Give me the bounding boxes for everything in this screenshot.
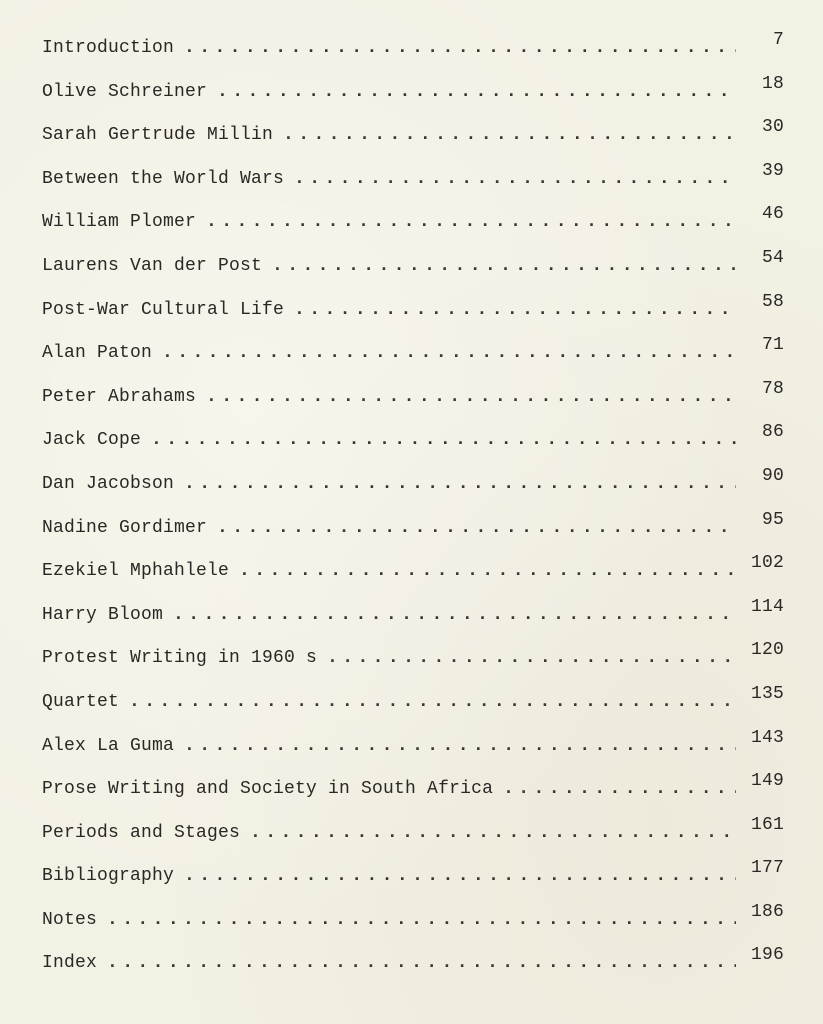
toc-entry xyxy=(42,160,784,213)
toc-entry-page: 30 xyxy=(761,117,784,138)
toc-entry xyxy=(42,422,784,474)
dot-leader xyxy=(162,343,736,363)
dot-leader xyxy=(294,169,736,189)
toc-entry-page: 54 xyxy=(761,247,784,268)
toc-entry-page: 39 xyxy=(761,160,784,181)
toc-entry-title: Post-War Cultural Life xyxy=(42,299,285,320)
toc-entry-title: Alan Paton xyxy=(42,343,153,364)
toc-entry xyxy=(42,247,784,300)
toc-entry-page: 18 xyxy=(761,73,784,94)
toc-entry-page: 186 xyxy=(750,901,784,922)
dot-leader xyxy=(184,38,736,58)
toc-entry xyxy=(42,509,784,562)
toc-entry-page: 149 xyxy=(750,771,784,792)
toc-entry-title: Quartet xyxy=(42,691,120,712)
toc-entry-page: 71 xyxy=(761,335,784,356)
dot-leader xyxy=(129,692,736,712)
toc-entry xyxy=(42,335,784,387)
toc-entry-page: 143 xyxy=(750,727,784,748)
toc-entry xyxy=(42,727,784,780)
toc-entry xyxy=(42,117,784,169)
table-of-contents xyxy=(42,30,784,997)
toc-entry-page: 58 xyxy=(761,291,784,312)
dot-leader xyxy=(184,866,736,886)
toc-entry-title: Alex La Guma xyxy=(42,735,175,756)
toc-entry-page: 120 xyxy=(750,640,784,661)
toc-entry-title: Periods and Stages xyxy=(42,822,241,843)
dot-leader xyxy=(217,82,736,102)
toc-entry xyxy=(42,291,784,344)
toc-entry xyxy=(42,553,784,605)
toc-entry xyxy=(42,378,784,431)
toc-entry-title: Introduction xyxy=(42,38,175,58)
toc-entry-title: Ezekiel Mphahlele xyxy=(42,561,230,582)
dot-leader xyxy=(206,387,736,407)
dot-leader xyxy=(327,648,736,668)
toc-entry xyxy=(42,814,784,867)
toc-entry xyxy=(42,204,784,256)
toc-entry-title: Sarah Gertrude Millin xyxy=(42,125,274,146)
toc-entry xyxy=(42,465,784,518)
toc-entry-page: 135 xyxy=(750,683,784,704)
dot-leader xyxy=(272,256,736,276)
toc-entry-page: 78 xyxy=(761,378,784,399)
toc-entry-title: Laurens Van der Post xyxy=(42,255,263,276)
toc-entry-page: 46 xyxy=(761,204,784,225)
toc-entry-title: Bibliography xyxy=(42,866,175,887)
toc-entry-page: 161 xyxy=(750,814,784,835)
toc-entry-title: Prose Writing and Society in South Africa xyxy=(42,779,494,800)
toc-entry xyxy=(42,73,784,126)
toc-entry-page: 95 xyxy=(761,509,784,530)
dot-leader xyxy=(173,605,736,625)
toc-entry-title: Olive Schreiner xyxy=(42,81,208,102)
toc-entry-page: 102 xyxy=(750,553,784,574)
toc-entry xyxy=(42,901,784,954)
dot-leader xyxy=(217,518,736,538)
toc-entry-page: 196 xyxy=(750,945,784,966)
toc-entry-title: Index xyxy=(42,953,98,974)
toc-entry-title: Harry Bloom xyxy=(42,604,164,625)
toc-entry-title: Between the World Wars xyxy=(42,168,285,189)
toc-entry-title: Notes xyxy=(42,909,98,930)
toc-entry-page: 90 xyxy=(761,465,784,486)
dot-leader xyxy=(184,474,736,494)
dot-leader xyxy=(294,300,736,320)
toc-entry xyxy=(42,771,784,823)
dot-leader xyxy=(184,736,736,756)
toc-entry xyxy=(42,30,784,82)
dot-leader xyxy=(107,953,736,973)
dot-leader xyxy=(206,212,736,232)
dot-leader xyxy=(503,779,736,799)
toc-entry-title: Protest Writing in 1960 s xyxy=(42,648,318,669)
toc-entry-page: 7 xyxy=(772,30,784,50)
toc-entry xyxy=(42,596,784,649)
toc-entry-page: 114 xyxy=(750,596,784,617)
toc-entry-title: Dan Jacobson xyxy=(42,473,175,494)
toc-entry-page: 177 xyxy=(750,858,784,879)
toc-entry-title: Peter Abrahams xyxy=(42,386,197,407)
dot-leader xyxy=(151,430,736,450)
toc-entry-title: William Plomer xyxy=(42,212,197,233)
toc-entry-title: Jack Cope xyxy=(42,430,142,451)
toc-entry xyxy=(42,945,784,997)
dot-leader xyxy=(239,561,736,581)
toc-entry xyxy=(42,858,784,910)
toc-entry xyxy=(42,683,784,736)
dot-leader xyxy=(250,823,736,843)
dot-leader xyxy=(107,910,736,930)
toc-entry-page: 86 xyxy=(761,422,784,443)
toc-entry-title: Nadine Gordimer xyxy=(42,517,208,538)
toc-entry xyxy=(42,640,784,692)
dot-leader xyxy=(283,125,736,145)
